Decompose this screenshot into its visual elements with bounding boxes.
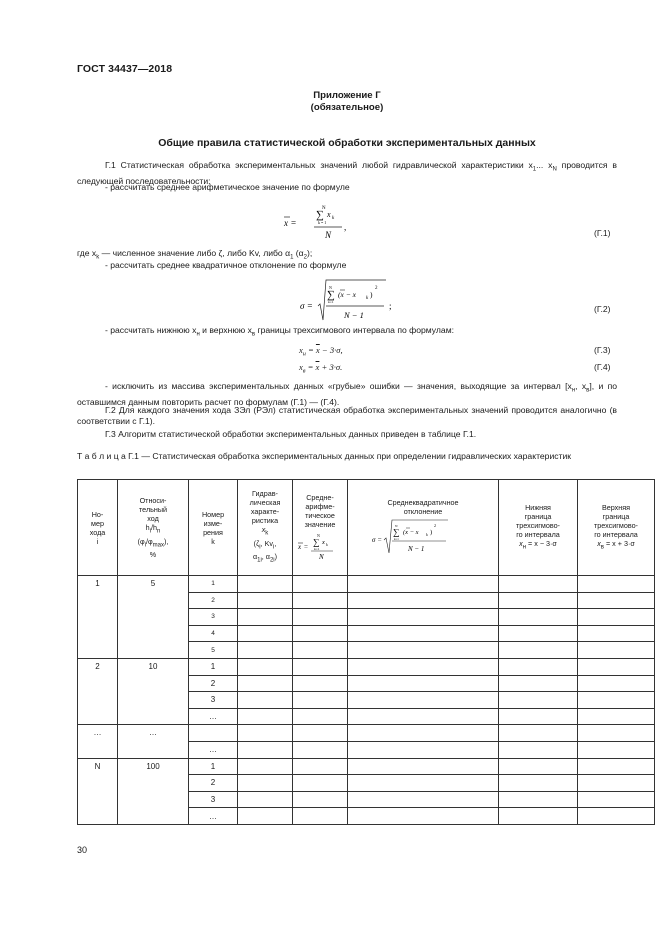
cell-empty[interactable] [578, 741, 655, 758]
svg-text:k: k [332, 216, 335, 221]
cell-empty[interactable] [293, 642, 348, 659]
cell-empty[interactable] [578, 692, 655, 709]
eq-label-1: (Г.1) [594, 228, 611, 238]
cell-empty[interactable] [499, 741, 578, 758]
cell-empty[interactable] [578, 658, 655, 675]
svg-text:=: = [291, 218, 297, 228]
svg-text:∑: ∑ [327, 289, 335, 301]
svg-text:k=1: k=1 [328, 300, 334, 304]
cell-empty[interactable] [238, 625, 293, 642]
svg-text:): ) [370, 290, 373, 299]
svg-text:σ =: σ = [300, 301, 313, 311]
section-title: Общие правила статистической обработки экспериментальных данных [158, 137, 536, 149]
step-mean: - рассчитать среднее арифметическое значение по формуле [105, 182, 350, 192]
table-row [78, 658, 655, 675]
header-std-deviation: Среднеквадратичное отклонение σ = N ∑ k=1 (x − x k ) 2 N − 1 [348, 480, 499, 576]
cell-measurement-number: 1 [189, 658, 238, 675]
svg-text:x: x [284, 218, 288, 228]
header-sigma-formula [368, 517, 478, 557]
step-exclude: - исключить из массива экспериментальных данных «грубые» ошибки — значения, выходящие за интервал [$x_н$, $x_в$], и по оставшимся данным повторить расчет по формулам (Г.1) — (Г.4). [77, 381, 618, 407]
cell-measurement-number: 2 [189, 775, 238, 792]
cell-measurement-number: 3 [189, 791, 238, 808]
cell-empty[interactable] [238, 708, 293, 725]
cell-empty[interactable] [499, 725, 578, 742]
cell-empty[interactable] [348, 741, 499, 758]
cell-measurement-number: 2 [189, 675, 238, 692]
cell-empty[interactable] [238, 741, 293, 758]
cell-empty[interactable] [293, 625, 348, 642]
cell-empty[interactable] [348, 675, 499, 692]
cell-empty[interactable] [348, 592, 499, 609]
cell-empty[interactable] [293, 775, 348, 792]
svg-text:∑: ∑ [313, 537, 320, 547]
where-line: где $x_k$ — численное значение либо ζ, либо Kv, либо $\alpha_1$ $(\alpha_2)$; [77, 248, 313, 261]
cell-empty[interactable] [293, 576, 348, 593]
cell-empty[interactable] [293, 725, 348, 742]
svg-text:k: k [426, 532, 428, 537]
formula-mean [280, 200, 390, 242]
svg-text:x: x [298, 543, 302, 551]
cell-stroke-number: … [78, 725, 118, 758]
svg-text:k=1: k=1 [314, 547, 320, 551]
cell-empty[interactable] [578, 609, 655, 626]
svg-text:k = 1: k = 1 [318, 220, 327, 225]
header-upper-bound: Верхняя граница трехсигмово- го интервала $x_в = x + 3\cdot\sigma$ [578, 480, 655, 576]
cell-empty[interactable] [578, 791, 655, 808]
cell-empty[interactable] [499, 592, 578, 609]
paragraph-g2: Г.2 Для каждого значения хода ЗЭл (РЭл) статистическая обработка экспериментальных значений проводится аналогично (в соответствии с Г.1). [77, 405, 617, 426]
cell-empty[interactable] [499, 576, 578, 593]
svg-text:N: N [322, 206, 326, 211]
cell-empty[interactable] [348, 725, 499, 742]
cell-measurement-number [189, 725, 238, 742]
cell-measurement-number: 4 [189, 625, 238, 642]
cell-empty[interactable] [578, 675, 655, 692]
header-lower-bound: Нижняя граница трехсигмово- го интервала $x_н = x - 3\cdot\sigma$ [499, 480, 578, 576]
cell-measurement-number: 1 [189, 576, 238, 593]
cell-empty[interactable] [499, 791, 578, 808]
header-stroke-number: Но- мер хода i [78, 480, 118, 576]
svg-text:N: N [395, 524, 398, 528]
cell-empty[interactable] [578, 576, 655, 593]
cell-empty[interactable] [499, 658, 578, 675]
cell-empty[interactable] [293, 708, 348, 725]
appendix-title: Приложение Г [313, 90, 381, 101]
cell-empty[interactable] [578, 625, 655, 642]
table-row [78, 725, 655, 742]
cell-empty[interactable] [499, 808, 578, 825]
svg-text:2: 2 [375, 286, 378, 291]
table-row [78, 576, 655, 593]
eq-label-3: (Г.3) [594, 345, 611, 355]
step-bounds: - рассчитать нижнюю $x_н$ и верхнюю $x_в$ границы трехсигмового интервала по формулам: [105, 325, 455, 338]
cell-measurement-number: 3 [189, 609, 238, 626]
cell-empty[interactable] [293, 791, 348, 808]
svg-text:k: k [366, 296, 369, 301]
cell-empty[interactable] [348, 708, 499, 725]
cell-empty[interactable] [499, 675, 578, 692]
eq-label-2: (Г.2) [594, 304, 611, 314]
svg-text:N: N [325, 230, 332, 240]
cell-stroke-number: N [78, 758, 118, 824]
header-hydraulic-characteristic: Гидрав- лическая характе- ристика $x_k$ ($\zeta_i$, $Kv_i$, $\alpha_{1i}$, $\alpha_{2i}$) [238, 480, 293, 576]
cell-empty[interactable] [238, 609, 293, 626]
cell-empty[interactable] [578, 725, 655, 742]
cell-empty[interactable] [499, 609, 578, 626]
header-mean-value: Средне- арифме- тическое значение x = N ∑ k=1 x k N [293, 480, 348, 576]
table-header-row [78, 480, 655, 576]
cell-measurement-number: … [189, 708, 238, 725]
svg-text:N − 1: N − 1 [408, 545, 425, 553]
cell-stroke-number: 2 [78, 658, 118, 724]
eq-label-4: (Г.4) [594, 362, 611, 372]
cell-measurement-number: 1 [189, 758, 238, 775]
cell-empty[interactable] [293, 808, 348, 825]
cell-empty[interactable] [348, 609, 499, 626]
cell-measurement-number: 2 [189, 592, 238, 609]
svg-text:N: N [319, 553, 324, 561]
cell-empty[interactable] [348, 791, 499, 808]
svg-text:2: 2 [434, 523, 436, 528]
cell-empty[interactable] [578, 592, 655, 609]
svg-text:(x − x: (x − x [338, 290, 356, 299]
svg-text:x: x [327, 210, 331, 219]
header-relative-stroke: Относи- тельный ход $h_i/h_n$ $(\varphi_i/\varphi_{max})$, % [118, 480, 189, 576]
svg-text:k=1: k=1 [394, 537, 399, 541]
cell-relative-stroke: … [118, 725, 189, 758]
cell-empty[interactable] [238, 692, 293, 709]
standard-header: ГОСТ 34437—2018 [77, 63, 173, 75]
svg-text:N: N [317, 533, 320, 538]
cell-empty[interactable] [348, 758, 499, 775]
cell-empty[interactable] [499, 692, 578, 709]
svg-text:(x − x: (x − x [403, 529, 419, 536]
paragraph-g1: Г.1 Статистическая обработка экспериментальных значений любой гидравлической характеристики $x_1$... $x_N$ проводится в следующей последовательности: [77, 160, 617, 186]
cell-empty[interactable] [348, 576, 499, 593]
cell-relative-stroke: 5 [118, 576, 189, 659]
cell-empty[interactable] [499, 708, 578, 725]
cell-empty[interactable] [238, 791, 293, 808]
cell-empty[interactable] [348, 808, 499, 825]
cell-relative-stroke: 10 [118, 658, 189, 724]
cell-measurement-number: 5 [189, 642, 238, 659]
svg-text:k: k [326, 542, 328, 547]
cell-empty[interactable] [238, 658, 293, 675]
paragraph-g3: Г.3 Алгоритм статистической обработки экспериментальных данных приведен в таблице Г.1. [105, 429, 477, 439]
cell-empty[interactable] [578, 808, 655, 825]
svg-text:;: ; [389, 301, 392, 311]
cell-empty[interactable] [238, 642, 293, 659]
svg-text:N − 1: N − 1 [344, 310, 364, 320]
cell-empty[interactable] [293, 658, 348, 675]
cell-empty[interactable] [499, 642, 578, 659]
cell-empty[interactable] [238, 725, 293, 742]
svg-text:σ =: σ = [372, 536, 382, 544]
cell-empty[interactable] [499, 758, 578, 775]
cell-empty[interactable] [238, 758, 293, 775]
svg-text:∑: ∑ [393, 527, 400, 537]
page-number: 30 [77, 845, 88, 855]
svg-text:=: = [304, 543, 308, 551]
svg-text:x: x [322, 539, 325, 546]
appendix-subtitle: (обязательное) [310, 102, 384, 113]
cell-empty[interactable] [293, 675, 348, 692]
cell-empty[interactable] [578, 775, 655, 792]
cell-empty[interactable] [348, 692, 499, 709]
cell-empty[interactable] [238, 576, 293, 593]
cell-empty[interactable] [238, 675, 293, 692]
cell-empty[interactable] [578, 642, 655, 659]
cell-empty[interactable] [238, 775, 293, 792]
cell-empty[interactable] [293, 692, 348, 709]
formula-lower: $x_н = \overline{x} - 3\cdot\sigma$, [299, 345, 343, 358]
svg-text:∑: ∑ [316, 209, 324, 221]
cell-empty[interactable] [238, 808, 293, 825]
cell-stroke-number: 1 [78, 576, 118, 659]
data-table [77, 479, 655, 825]
cell-measurement-number: … [189, 741, 238, 758]
cell-empty[interactable] [578, 758, 655, 775]
cell-measurement-number: 3 [189, 692, 238, 709]
header-mean-formula [295, 530, 345, 562]
cell-empty[interactable] [499, 775, 578, 792]
table-row [78, 758, 655, 775]
formula-sigma [296, 276, 446, 324]
cell-empty[interactable] [348, 625, 499, 642]
svg-text:,: , [344, 222, 347, 232]
cell-relative-stroke: 100 [118, 758, 189, 824]
cell-empty[interactable] [293, 609, 348, 626]
svg-text:N: N [329, 285, 332, 290]
cell-measurement-number: … [189, 808, 238, 825]
cell-empty[interactable] [499, 625, 578, 642]
table-caption: Т а б л и ц а Г.1 — Статистическая обработка экспериментальных данных при определении гидравлических характеристик [77, 451, 572, 461]
formula-upper: $x_в = \overline{x} + 3\cdot\sigma$. [299, 362, 343, 375]
header-measurement-number: Номер изме- рения k [189, 480, 238, 576]
cell-empty[interactable] [293, 758, 348, 775]
cell-empty[interactable] [238, 592, 293, 609]
cell-empty[interactable] [348, 775, 499, 792]
cell-empty[interactable] [348, 642, 499, 659]
cell-empty[interactable] [293, 741, 348, 758]
cell-empty[interactable] [348, 658, 499, 675]
svg-text:): ) [430, 529, 433, 536]
step-sigma: - рассчитать среднее квадратичное отклонение по формуле [105, 260, 347, 270]
cell-empty[interactable] [578, 708, 655, 725]
cell-empty[interactable] [293, 592, 348, 609]
